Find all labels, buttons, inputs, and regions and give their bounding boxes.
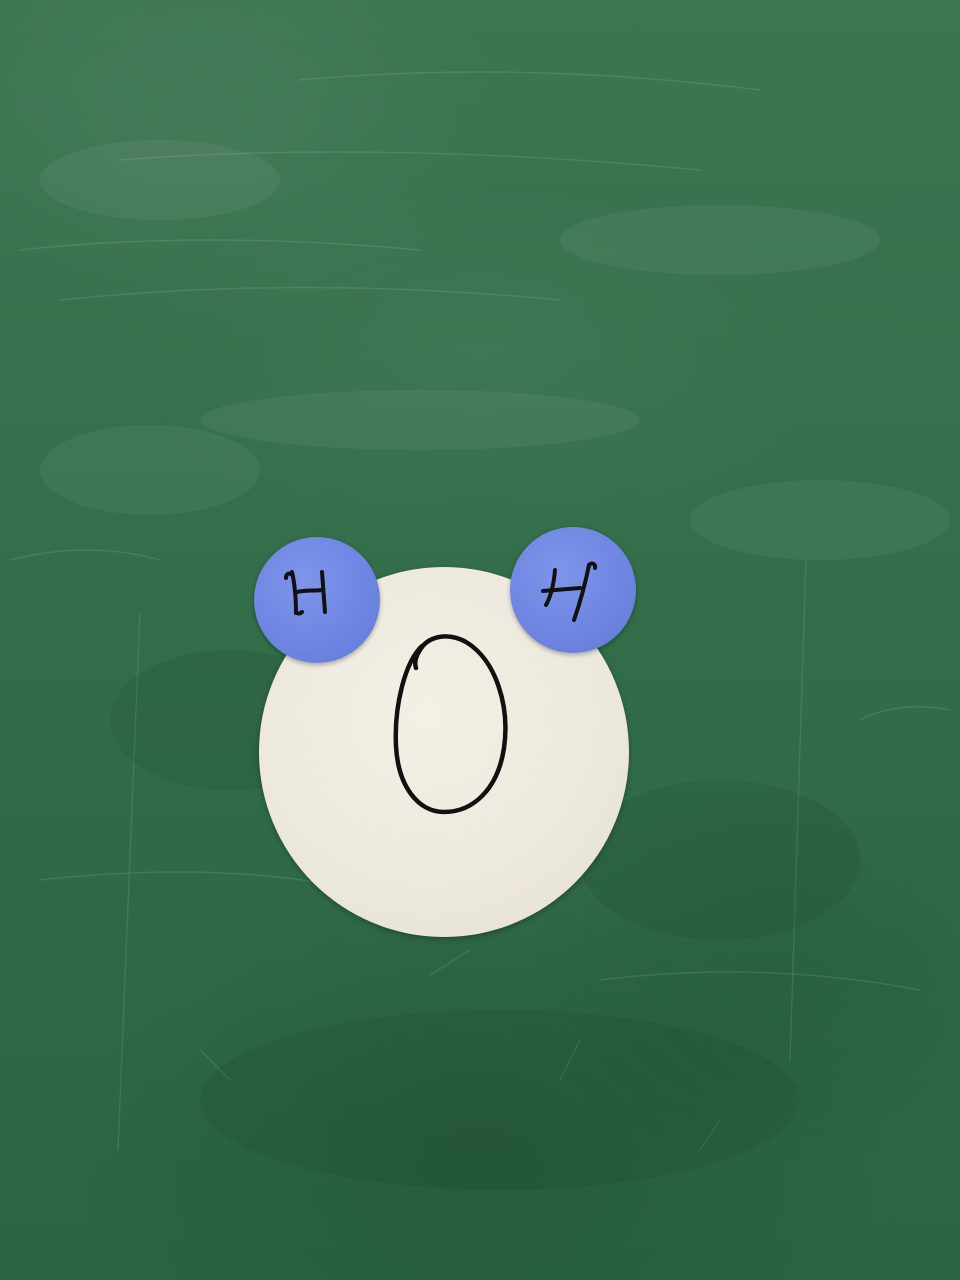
hydrogen-atom-disc-right <box>510 527 636 653</box>
oxygen-symbol <box>259 567 260 568</box>
hydrogen-atom-disc-left <box>254 537 380 663</box>
hydrogen-symbol-left <box>254 537 255 538</box>
hydrogen-symbol-right <box>510 527 511 528</box>
